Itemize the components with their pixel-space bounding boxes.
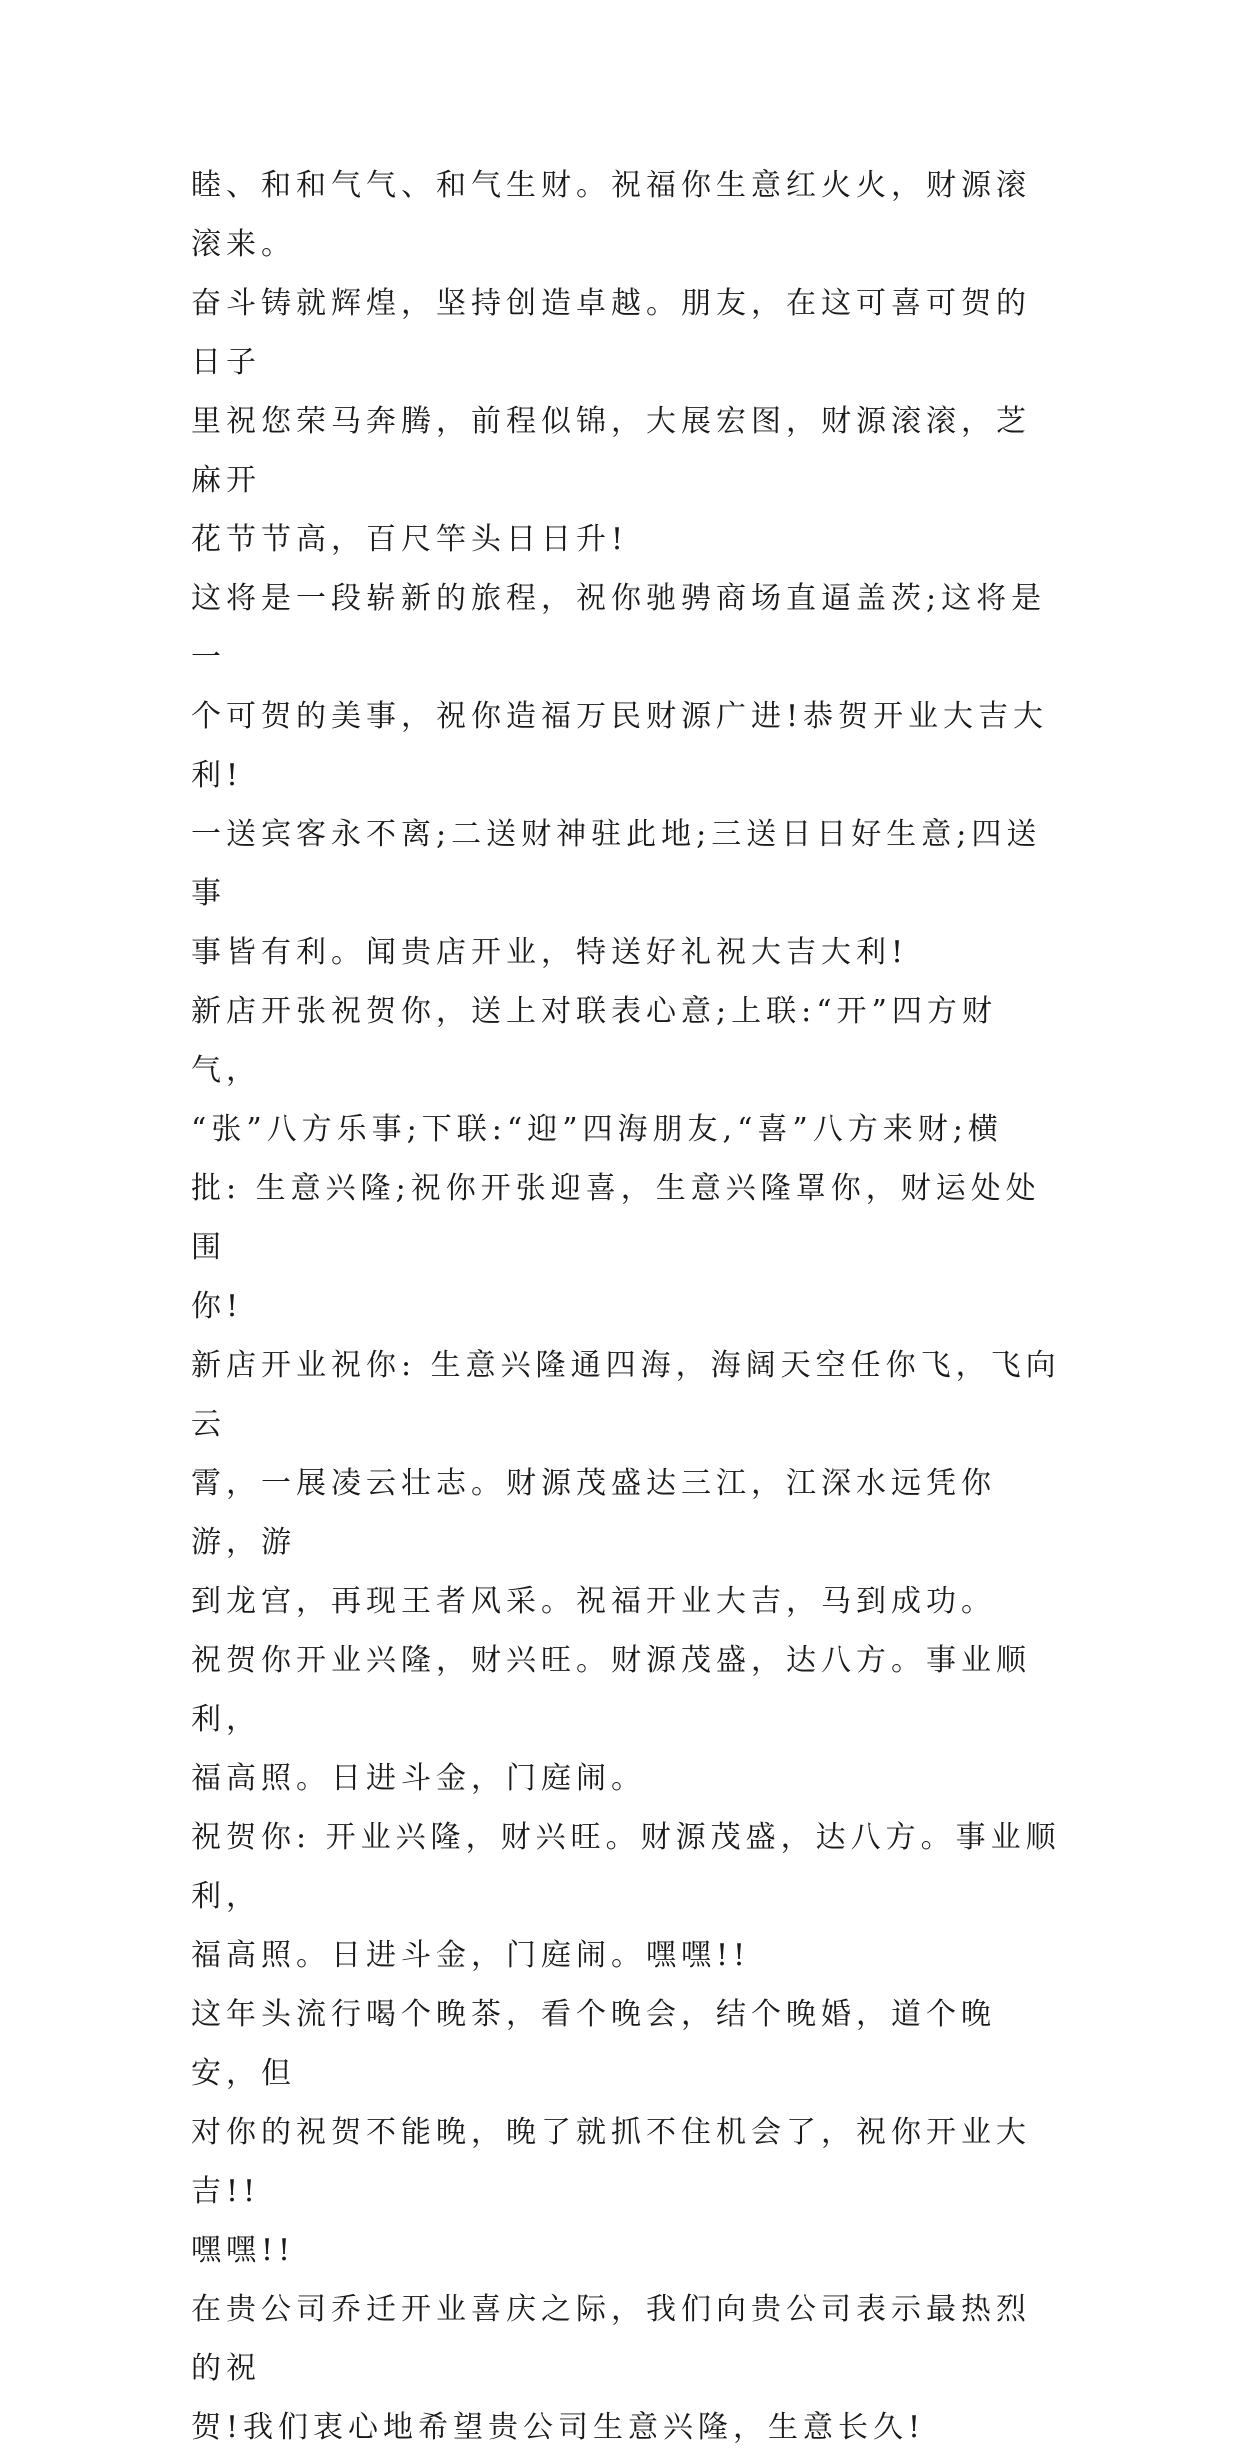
paragraph: 一送宾客永不离;二送财神驻此地;三送日日好生意;四送事 事皆有利。闻贵店开业，特送好礼祝大吉大利! (191, 817, 1042, 970)
paragraph: 这将是一段崭新的旅程，祝你驰骋商场直逼盖茨;这将是一 个可贺的美事，祝你造福万民财源广进!恭贺开业大吉大利! (191, 581, 1049, 793)
paragraph: 新店开张祝贺你，送上对联表心意;上联:“开”四方财气， “张”八方乐事;下联:“迎”四海朋友,“喜”八方来财;横 批: 生意兴隆;祝你开张迎喜，生意兴隆罩你，财运处处围 你! (191, 994, 1041, 1324)
paragraph: 在贵公司乔迁开业喜庆之际，我们向贵公司表示最热烈的祝 贺!我们衷心地希望贵公司生意兴隆，生意长久! (191, 2292, 1031, 2445)
paragraph: 新店开业祝你: 生意兴隆通四海，海阔天空任你飞，飞向云 霄，一展凌云壮志。财源茂盛达三江，江深水远凭你游，游 到龙宫，再现王者风采。祝福开业大吉，马到成功。 (191, 1348, 1061, 1619)
paragraph: 这年头流行喝个晚茶，看个晚会，结个晚婚，道个晚安，但 对你的祝贺不能晚，晚了就抓不住机会了，祝你开业大吉!! 嘿嘿!! (191, 1997, 1031, 2268)
paragraph: 祝贺你开业兴隆，财兴旺。财源茂盛，达八方。事业顺利， 福高照。日进斗金，门庭闹。 (191, 1643, 1031, 1796)
paragraph: 睦、和和气气、和气生财。祝福你生意红火火，财源滚滚来。 奋斗铸就辉煌，坚持创造卓越。朋友，在这可喜可贺的日子 里祝您荣马奔腾，前程似锦，大展宏图，财源滚滚，芝麻开 花节节高，百尺竿头日日升! (191, 168, 1031, 557)
document-body (191, 156, 1061, 2457)
paragraph: 祝贺你: 开业兴隆，财兴旺。财源茂盛，达八方。事业顺利， 福高照。日进斗金，门庭闹。嘿嘿!! (191, 1820, 1061, 1973)
